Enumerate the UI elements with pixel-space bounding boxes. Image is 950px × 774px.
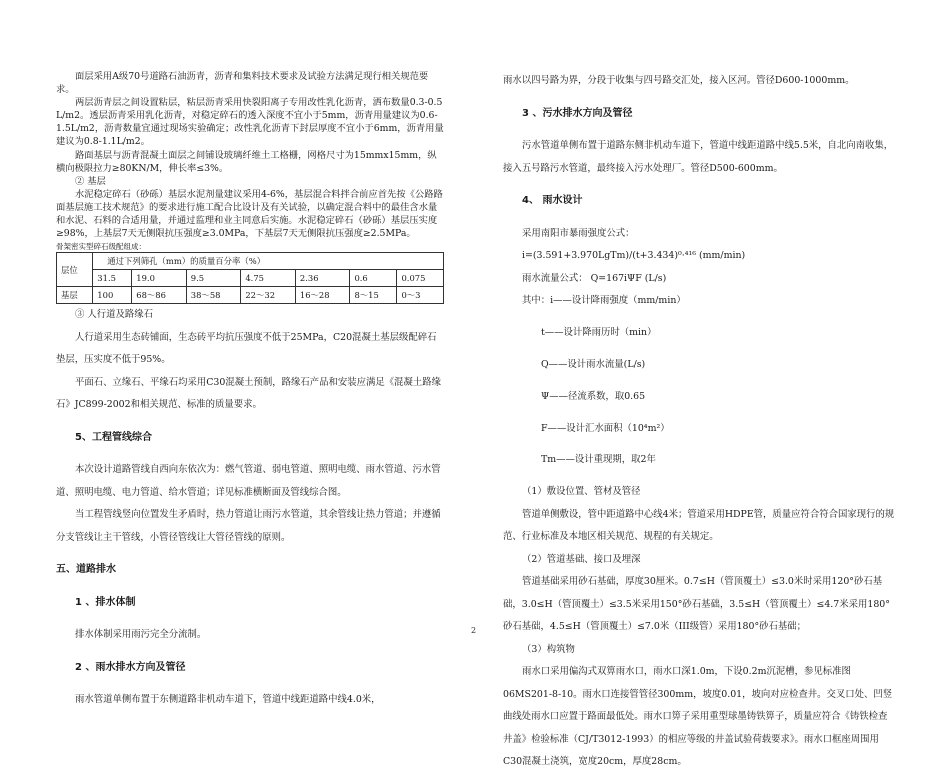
section-heading: 3 、污水排水方向及管径 [522, 107, 633, 119]
chapter-heading: 五、道路排水 [56, 564, 116, 576]
page-number: 2 [471, 626, 477, 635]
paragraph: 平面石、立缘石、平缘石均采用C30混凝土预制，路缘石产品和安装应满足《混凝土路缘石》JC899-2002和相关规范、标准的质量要求。 [56, 376, 441, 411]
table-cell: 0.6 [350, 270, 397, 287]
table-cell: 100 [93, 287, 132, 304]
definition-item: 其中：i——设计降雨强度（mm/min） [522, 295, 686, 306]
subsection-label: （2）管道基础、接口及埋深 [522, 553, 641, 565]
definition-item: t——设计降雨历时（min） [541, 326, 657, 338]
paragraph: 雨水管道单侧布置于东侧道路非机动车道下，管道中线距道路中线4.0米， [75, 694, 381, 706]
gradation-table [56, 252, 444, 304]
table-sieve-row [57, 270, 444, 287]
table-header-row [57, 253, 444, 270]
paragraph: 本次设计道路管线自西向东依次为：燃气管道、弱电管道、照明电缆、雨水管道、污水管道、照明电缆、电力管道、给水管道；详见标准横断面及管线综合图。 [56, 464, 441, 498]
definition-item: Q——设计雨水流量(L/s) [541, 358, 646, 370]
table-row-label: 基层 [57, 287, 93, 304]
paragraph: 水泥稳定碎石（砂砾）基层水泥剂量建议采用4-6%，基层混合料拌合前应首先按《公路路面基层施工技术规范》的要求进行施工配合比设计及有关试验，以确定混合料中的最佳含水量和水泥、石料的合适用量，并通过监理和业主同意后实施。水泥稳定碎石（砂砾）基层压实度≥98%，上基层7天无侧限抗压强度≥3.0MPa，下基层7天无侧限抗压强度≥2.5MPa。 [56, 188, 443, 240]
formula-flow: 雨水流量公式： Q=167iΨF (L/s) [522, 272, 667, 284]
table-cell: 16～28 [295, 287, 350, 304]
subheading-base-layer: ② 基层 [75, 175, 106, 187]
right-column [503, 70, 896, 774]
paragraph: 面层采用A级70号道路石油沥青，沥青和集料技术要求及试验方法满足现行相关规范要求。 [56, 71, 429, 96]
table-cell: 9.5 [186, 270, 241, 287]
paragraph: 人行道采用生态砖铺面，生态砖平均抗压强度不低于25MPa，C20混凝土基层级配碎石垫层，压实度不低于95%。 [56, 331, 437, 366]
formula-intensity: i=(3.591+3.970LgTm)/(t+3.434)⁰·⁴¹⁶ (mm/min) [522, 250, 746, 261]
table-header-layer: 层位 [57, 253, 93, 287]
subsection-label: （1）敷设位置、管材及管径 [522, 486, 641, 498]
table-cell: 0～3 [397, 287, 444, 304]
table-cell: 4.75 [241, 270, 296, 287]
left-column [56, 70, 444, 712]
section-heading: 4、 雨水设计 [522, 195, 583, 206]
table-cell: 68～86 [132, 287, 187, 304]
table-header-group: 通过下列筛孔（mm）的质量百分率（%） [93, 253, 444, 270]
section-heading: 1 、排水体制 [75, 596, 136, 608]
subsection-label: （3）构筑物 [522, 643, 575, 655]
definition-item: F——设计汇水面积（10⁴m²） [541, 422, 670, 434]
paragraph: 雨水口采用偏沟式双箅雨水口，雨水口深1.0m，下设0.2m沉泥槽，参见标准图06MS201-8-10。雨水口连接管管径300mm，坡度0.01，坡向对应检查井。交叉口处、凹竖曲线处雨水口应置于路面最低处。雨水口箅子采用重型球墨铸铁箅子，质量应符合《铸铁检查井盖》检验标准（CJ/T3012-1993）的相应等级的井盖试验荷载要求》。雨水口框座周围用C30混凝土浇筑，宽度20cm，厚度28cm。 [503, 666, 893, 768]
paragraph: 管道单侧敷设，管中距道路中心线4米；管道采用HDPE管，质量应符合符合国家现行的规范、行业标准及本地区相关规范、规程的有关规定。 [503, 508, 895, 543]
paragraph: 雨水以四号路为界，分段于收集与四号路交汇处，接入区河。管径D600-1000mm。 [503, 75, 855, 86]
table-cell: 2.36 [295, 270, 350, 287]
paragraph: 污水管道单侧布置于道路东侧非机动车道下，管道中线距道路中线5.5米，自北向南收集，接入五号路污水管道，最终接入污水处理厂。管径D500-600mm。 [503, 140, 894, 174]
definition-item: Ψ——径流系数，取0.65 [541, 390, 646, 402]
table-cell: 19.0 [132, 270, 187, 287]
paragraph: 当工程管线竖向位置发生矛盾时，热力管道让雨污水管道，其余管线让热力管道；并遵循分支管线让主干管线，小管径管线让大管径管线的原则。 [56, 509, 441, 543]
subheading-sidewalk: ③ 人行道及路缘石 [75, 309, 153, 321]
table-cell: 22～32 [241, 287, 296, 304]
paragraph: 管道基础采用砂石基础，厚度30厘米。0.7≤H（管顶覆土）≤3.0米时采用120°砂石基础，3.0≤H（管顶覆土）≤3.5米采用150°砂石基础，3.5≤H（管顶覆土）≤4.7米采用180°砂石基础，4.5≤H（管顶覆土）≤7.0米（III级管）采用180°砂石基础； [503, 576, 890, 633]
table-row [57, 287, 444, 304]
paragraph: 两层沥青层之间设置粘层，粘层沥青采用快裂阳离子专用改性乳化沥青，洒布数量0.3-0.5 L/m2。透层沥青采用乳化沥青，对稳定碎石的透入深度不宜小于5mm，沥青用量建议为0.6-1.5L/m2，沥青数量宜通过现场实验确定；改性乳化沥青下封层厚度不宜小于6mm，沥青用量建议为0.8-1.1L/m2。 [56, 97, 444, 148]
section-heading: 2 、雨水排水方向及管径 [75, 661, 186, 673]
table-cell: 0.075 [397, 270, 444, 287]
left-regular-section [56, 304, 444, 712]
definition-item: Tm——设计重现期，取2年 [541, 454, 656, 466]
paragraph: 路面基层与沥青混凝土面层之间铺设玻璃纤维土工格栅，网格尺寸为15mmx15mm，纵横向极限拉力≥80KN/M，伸长率≤3%。 [56, 149, 437, 174]
surface-section [56, 70, 444, 240]
table-cell: 31.5 [93, 270, 132, 287]
table-cell: 38～58 [186, 287, 241, 304]
section-heading: 5、工程管线综合 [75, 431, 152, 443]
table-caption: 骨架密实型碎石级配组成： [56, 242, 146, 252]
table-cell: 8～15 [350, 287, 397, 304]
paragraph: 采用南阳市暴雨强度公式： [522, 227, 635, 239]
paragraph: 排水体制采用雨污完全分流制。 [75, 629, 207, 641]
